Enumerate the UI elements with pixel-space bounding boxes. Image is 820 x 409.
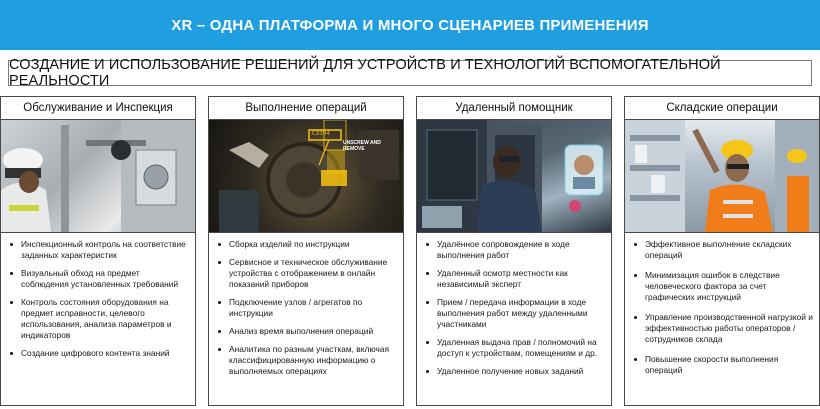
list-item: Минимизация ошибок в следствие человеческого фактора за счет графических инструкций	[633, 270, 813, 303]
list-item: Повышение скорости выполнения операций	[633, 354, 813, 376]
column-remote-assistant	[416, 96, 612, 406]
list-item: Анализ время выполнения операций	[217, 326, 397, 337]
list-item: Сервисное и техническое обслуживание устройства с отображением в онлайн показаний приборов	[217, 257, 397, 290]
list-item: Эффективное выполнение складских операций	[633, 239, 813, 261]
column-header	[208, 96, 404, 120]
column-list	[0, 232, 196, 406]
list-item: Подключение узлов / агрегатов по инструкции	[217, 297, 397, 319]
hud-code: C3394	[312, 130, 331, 137]
column-list	[624, 232, 820, 406]
column-title: Удаленный помощник	[455, 102, 573, 114]
column-list	[416, 232, 612, 406]
column-list	[208, 232, 404, 406]
column-title: Выполнение операций	[245, 102, 367, 114]
list-item: Инспекционный контроль на соответствие заданных характеристик	[9, 239, 189, 261]
list-item: Удаленная выдача прав / полномочий на доступ к устройствам, помещениям и др.	[425, 337, 605, 359]
list-item: Аналитика по разным участкам, включая классифицированную информацию о выполняемых операциях	[217, 344, 397, 377]
list-item: Прием / передача информации в ходе выполнения работ между удаленными участниками	[425, 297, 605, 330]
column-header	[624, 96, 820, 120]
column-title: Складские операции	[666, 102, 778, 114]
list-item: Создание цифрового контента знаний	[9, 348, 189, 359]
list-item: Удаленное получение новых заданий	[425, 366, 605, 377]
list-item: Визуальный обход на предмет соблюдения установленных требований	[9, 268, 189, 290]
subtitle-box	[8, 57, 812, 89]
column-warehouse	[624, 96, 820, 406]
column-operations	[208, 96, 404, 406]
list-item: Удалённое сопровождение в ходе выполнения работ	[425, 239, 605, 261]
remote-assistant-photo	[416, 120, 612, 232]
hud-instruction: UNSCREW AND REMOVE	[343, 140, 381, 152]
maintenance-photo	[0, 120, 196, 232]
operations-photo	[208, 120, 404, 232]
warehouse-photo	[624, 120, 820, 232]
list-item: Сборка изделий по инструкции	[217, 239, 397, 250]
list-item: Удаленный осмотр местности как независимый эксперт	[425, 268, 605, 290]
column-title: Обслуживание и Инспекция	[23, 102, 173, 114]
title-banner	[0, 0, 820, 50]
column-header	[0, 96, 196, 120]
page-title: XR – ОДНА ПЛАТФОРМА И МНОГО СЦЕНАРИЕВ ПРИМЕНЕНИЯ	[171, 16, 649, 34]
page-subtitle: СОЗДАНИЕ И ИСПОЛЬЗОВАНИЕ РЕШЕНИЙ ДЛЯ УСТРОЙСТВ И ТЕХНОЛОГИЙ ВСПОМОГАТЕЛЬНОЙ РЕАЛЬНОСТИ	[9, 57, 721, 89]
column-header	[416, 96, 612, 120]
column-maintenance	[0, 96, 196, 406]
list-item: Управление производственной нагрузкой и эффективностью работы операторов / сотрудников склада	[633, 312, 813, 345]
list-item: Контроль состояния оборудования на предмет исправности, целевого использования, анализа параметров и индикаторов	[9, 297, 189, 341]
